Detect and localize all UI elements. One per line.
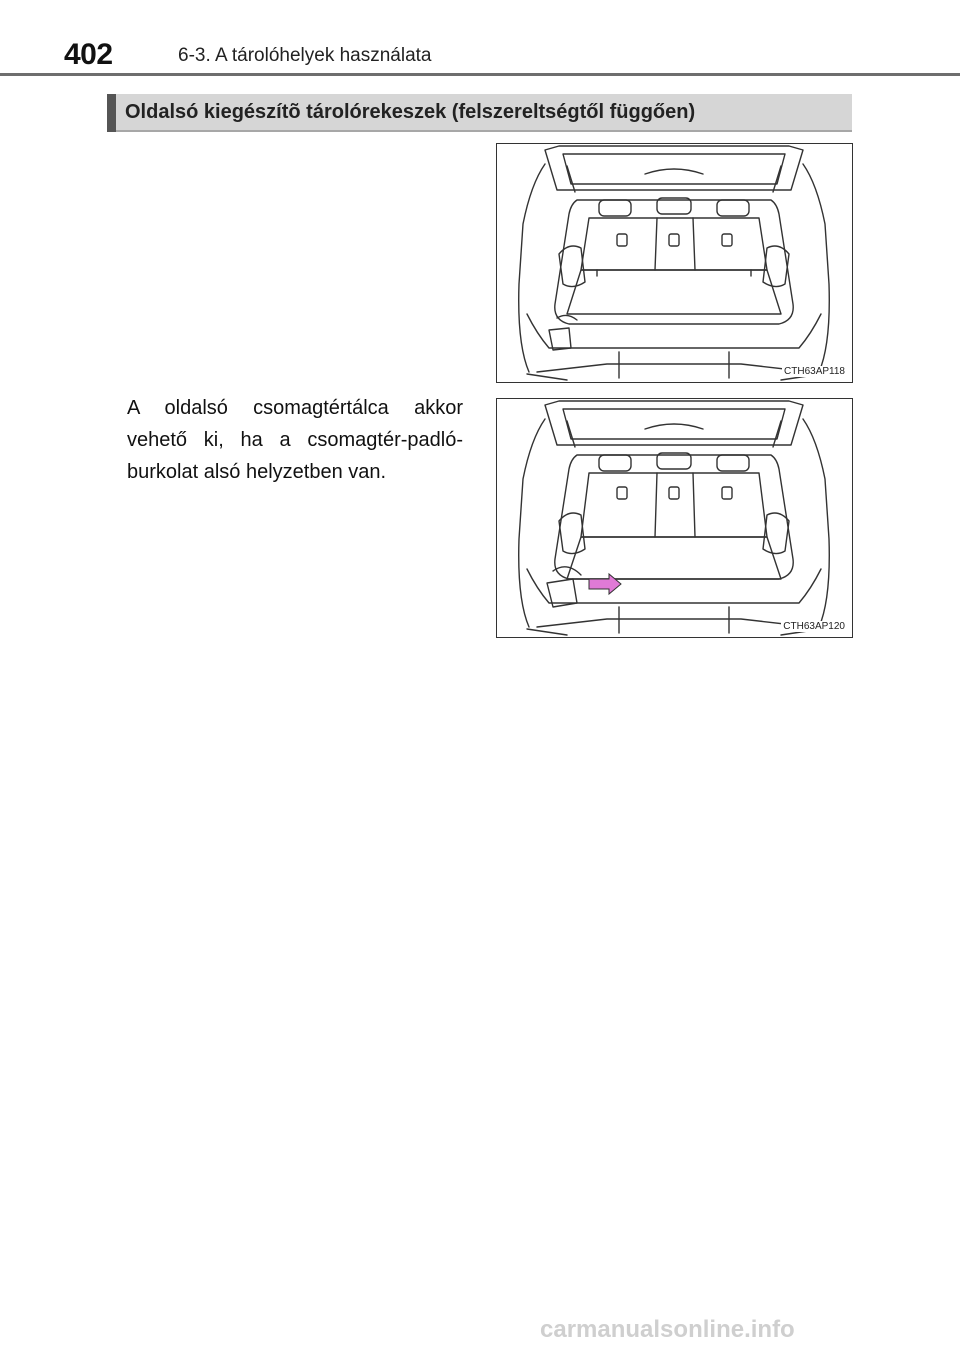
header-rule <box>0 73 960 76</box>
trunk-illustration-1 <box>497 144 852 382</box>
section-title: Oldalsó kiegészítõ tárolórekeszek (felszereltségtől függően) <box>125 101 696 123</box>
body-paragraph: A oldalsó csomagtértálca akkor vehető ki, ha a csomagtér-padló-burkolat alsó helyzetben van. <box>127 397 463 483</box>
running-head: 6-3. A tárolóhelyek használata <box>178 45 432 66</box>
section-marker <box>107 94 116 132</box>
watermark: carmanualsonline.info <box>540 1316 795 1343</box>
figure-trunk-illustration-1 <box>496 143 853 383</box>
direction-arrow <box>589 574 621 594</box>
figure-trunk-illustration-2 <box>496 398 853 638</box>
figure-code: CTH63AP118 <box>784 366 845 377</box>
page-number: 402 <box>64 38 113 71</box>
trunk-illustration-2 <box>497 399 852 637</box>
section-heading-band <box>107 94 852 132</box>
figure-code: CTH63AP120 <box>783 621 845 632</box>
